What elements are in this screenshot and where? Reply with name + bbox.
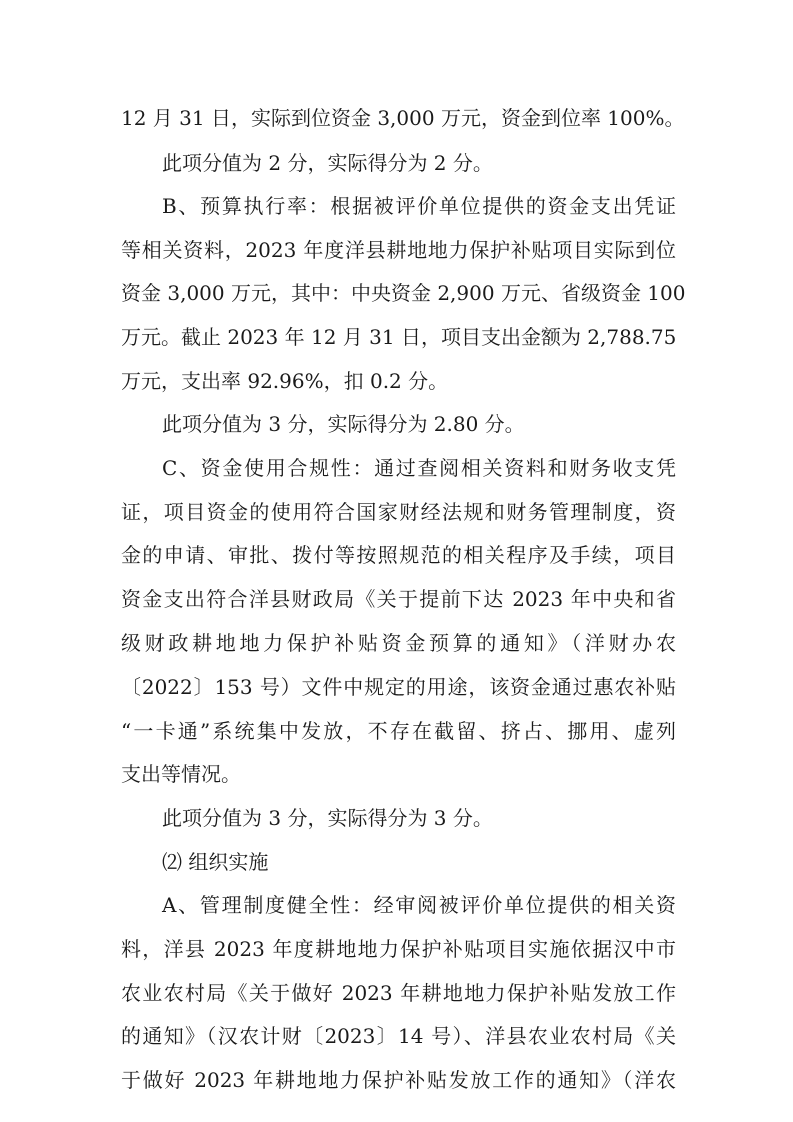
text-line: C、资金使用合规性：通过查阅相关资料和财务收支凭 [162,456,676,480]
text-line: 级财政耕地地力保护补贴资金预算的通知》（洋财办农 [121,631,676,655]
text-line: 金的申请、审批、拨付等按照规范的相关程序及手续，项目 [121,543,676,567]
text-line: 〔2022〕153 号）文件中规定的用途，该资金通过惠农补贴 [121,675,676,699]
text-line: B、预算执行率：根据被评价单位提供的资金支出凭证 [162,194,676,218]
text-line: 等相关资料，2023 年度洋县耕地地力保护补贴项目实际到位 [121,238,676,262]
text-line: 此项分值为 3 分，实际得分为 3 分。 [162,806,493,830]
text-line: 支出等情况。 [121,762,241,786]
text-line: 于做好 2023 年耕地地力保护补贴发放工作的通知》（洋农 [121,1068,676,1092]
text-line: 此项分值为 3 分，实际得分为 2.80 分。 [162,412,525,436]
text-line: 万元，支出率 92.96%，扣 0.2 分。 [121,369,449,393]
text-line: 资金 3,000 万元，其中：中央资金 2,900 万元、省级资金 100 [121,281,686,305]
text-line: 此项分值为 2 分，实际得分为 2 分。 [162,151,493,175]
section-heading: ⑵ 组织实施 [162,850,269,874]
text-line: 的通知》（汉农计财〔2023〕14 号）、洋县农业农村局《关 [121,1024,676,1048]
text-line: A、管理制度健全性：经审阅被评价单位提供的相关资 [162,893,676,917]
text-line: “一卡通”系统集中发放，不存在截留、挤占、挪用、虚列 [121,719,676,743]
text-line: 资金支出符合洋县财政局《关于提前下达 2023 年中央和省 [121,587,676,611]
text-line: 万元。截止 2023 年 12 月 31 日，项目支出金额为 2,788.75 [121,325,677,349]
text-line: 料，洋县 2023 年度耕地地力保护补贴项目实施依据汉中市 [121,937,676,961]
text-line: 证，项目资金的使用符合国家财经法规和财务管理制度，资 [121,500,676,524]
text-line: 农业农村局《关于做好 2023 年耕地地力保护补贴发放工作 [121,981,676,1005]
text-line: 12 月 31 日，实际到位资金 3,000 万元，资金到位率 100%。 [121,106,685,130]
